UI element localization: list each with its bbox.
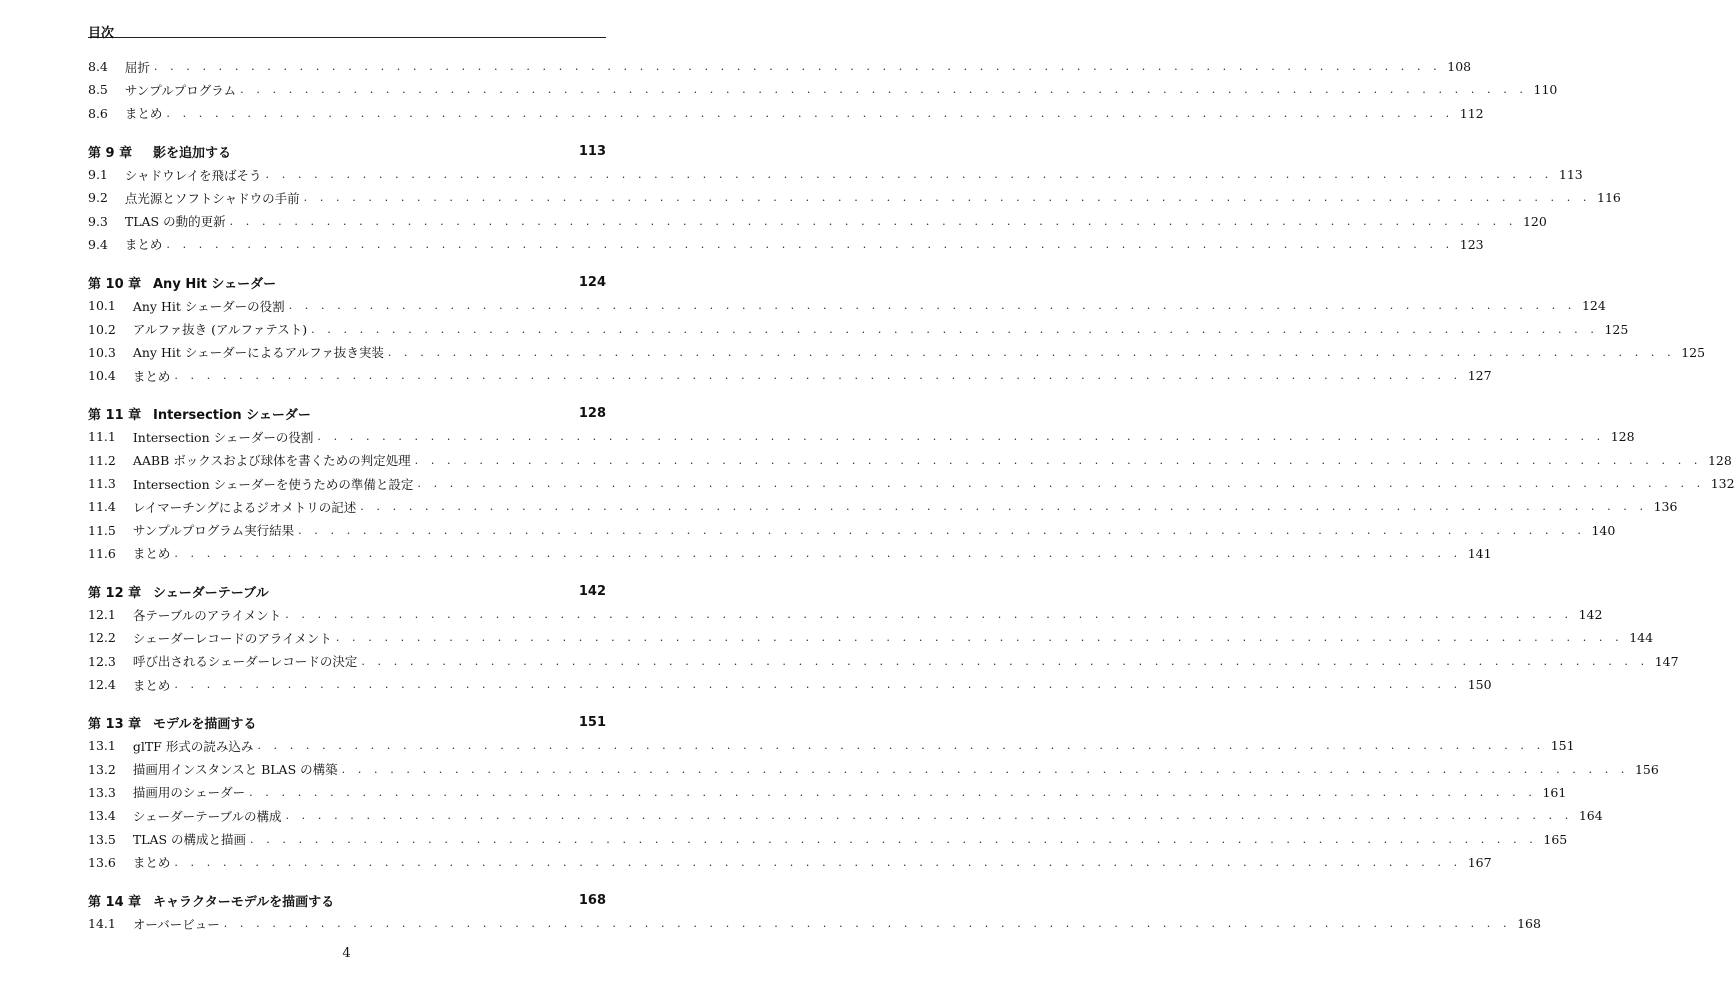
dot-leader: . . . . . . . . . . . . . . . . . . . . . . . . . . . . . . . . . . . . . . . . . . . . . . . . . . . . . . . . . . . . . . . . . . . . . . . . . . . . . . . . — [317, 430, 1605, 444]
section-page: 150 — [1467, 677, 1492, 693]
dot-leader: . . . . . . . . . . . . . . . . . . . . . . . . . . . . . . . . . . . . . . . . . . . . . . . . . . . . . . . . . . . . . . . . . . . . . . . . . . . . . . . . — [285, 809, 1573, 823]
toc-section — [88, 851, 1492, 874]
toc-section — [88, 186, 1621, 209]
section-page: 128 — [1610, 429, 1635, 445]
section-title: シェーダーレコードのアライメント — [133, 629, 336, 647]
toc-section — [88, 78, 1558, 101]
chapter-title: 影を追加する — [153, 145, 232, 161]
section-title: まとめ — [133, 853, 175, 871]
toc-section — [88, 734, 1575, 757]
section-page: 113 — [1558, 167, 1583, 183]
section-page: 147 — [1654, 653, 1679, 669]
section-title: アルファ抜き (アルファテスト) — [133, 320, 311, 338]
section-number: 12.4 — [88, 677, 116, 693]
section-number: 9.2 — [88, 190, 108, 206]
dot-leader: . . . . . . . . . . . . . . . . . . . . . . . . . . . . . . . . . . . . . . . . . . . . . . . . . . . . . . . . . . . . . . . . . . . . . . . . . . . . . . . . — [298, 523, 1586, 537]
chapter-page: 128 — [578, 406, 606, 422]
section-page: 167 — [1467, 854, 1492, 870]
dot-leader: . . . . . . . . . . . . . . . . . . . . . . . . . . . . . . . . . . . . . . . . . . . . . . . . . . . . . . . . . . . . . . . . . . . . . . . . . . . . . . . . — [285, 608, 1573, 622]
chapter-title: モデルを描画する — [153, 716, 257, 732]
section-page: 164 — [1578, 808, 1603, 824]
section-number: 11.1 — [88, 429, 116, 445]
section-page: 156 — [1634, 761, 1659, 777]
toc-section — [88, 425, 1635, 448]
section-title: glTF 形式の読み込み — [133, 737, 257, 755]
toc-section — [88, 650, 1679, 673]
section-number: 10.2 — [88, 321, 116, 337]
section-page: 132 — [1710, 476, 1735, 491]
dot-leader: . . . . . . . . . . . . . . . . . . . . . . . . . . . . . . . . . . . . . . . . . . . . . . . . . . . . . . . . . . . . . . . . . . . . . . . . . . . . . . . . — [311, 322, 1599, 336]
toc-section — [88, 209, 1547, 232]
toc-chapter — [88, 711, 606, 735]
toc-chapter — [88, 139, 606, 163]
dot-leader: . . . . . . . . . . . . . . . . . . . . . . . . . . . . . . . . . . . . . . . . . . . . . . . . . . . . . . . . . . . . . . . . . . . . . . . . . . . . . . . . — [223, 917, 1512, 931]
section-page: 112 — [1459, 105, 1484, 121]
section-page: 168 — [1517, 916, 1541, 932]
running-header — [88, 20, 606, 41]
section-number: 13.3 — [88, 784, 116, 800]
dot-leader: . . . . . . . . . . . . . . . . . . . . . . . . . . . . . . . . . . . . . . . . . . . . . . . . . . . . . . . . . . . . . . . . . . . . . . . . . . . . . . . . — [249, 785, 1537, 799]
section-number: 11.4 — [88, 499, 116, 515]
chapter-number: 第 10 章 — [88, 276, 142, 292]
dot-leader: . . . . . . . . . . . . . . . . . . . . . . . . . . . . . . . . . . . . . . . . . . . . . . . . . . . . . . . . . . . . . . . . . . . . . . . . . . . . . . . . — [335, 631, 1624, 645]
toc-chapter — [88, 889, 606, 913]
chapter-page: 151 — [578, 714, 606, 730]
toc-section — [88, 781, 1567, 804]
toc-section — [88, 233, 1484, 256]
section-number: 8.5 — [88, 82, 108, 98]
section-number: 11.6 — [88, 545, 116, 561]
section-number: 9.3 — [88, 213, 108, 229]
section-page: 144 — [1629, 630, 1654, 646]
section-title: サンプルプログラム — [125, 81, 240, 99]
section-gap — [88, 256, 606, 271]
section-gap — [88, 874, 606, 889]
toc-section — [88, 495, 1678, 518]
section-page: 124 — [1581, 298, 1606, 314]
dot-leader: . . . . . . . . . . . . . . . . . . . . . . . . . . . . . . . . . . . . . . . . . . . . . . . . . . . . . . . . . . . . . . . . . . . . . . . . . . . . . . . . — [417, 477, 1705, 490]
section-title: 描画用インスタンスと BLAS の構築 — [133, 760, 342, 778]
section-title: Any Hit シェーダーの役割 — [133, 297, 289, 315]
section-number: 9.1 — [88, 167, 108, 183]
dot-leader: . . . . . . . . . . . . . . . . . . . . . . . . . . . . . . . . . . . . . . . . . . . . . . . . . . . . . . . . . . . . . . . . . . . . . . . . . . . . . . . . — [361, 654, 1649, 668]
section-number: 12.3 — [88, 653, 116, 669]
section-title: まとめ — [133, 676, 175, 694]
section-gap — [88, 565, 606, 580]
section-title: まとめ — [125, 104, 167, 122]
toc-section — [88, 673, 1492, 696]
section-gap — [88, 387, 606, 402]
section-title: AABB ボックスおよび球体を書くための判定処理 — [133, 451, 415, 469]
section-page: 120 — [1522, 213, 1547, 229]
section-title: まとめ — [133, 544, 175, 562]
dot-leader: . . . . . . . . . . . . . . . . . . . . . . . . . . . . . . . . . . . . . . . . . . . . . . . . . . . . . . . . . . . . . . . . . . . . . . . . . . . . . . . . — [265, 168, 1553, 182]
section-title: Any Hit シェーダーによるアルファ抜き実装 — [133, 343, 388, 361]
section-title: 屈折 — [125, 58, 154, 76]
section-title: 描画用のシェーダー — [133, 783, 249, 801]
dot-leader: . . . . . . . . . . . . . . . . . . . . . . . . . . . . . . . . . . . . . . . . . . . . . . . . . . . . . . . . . . . . . . . . . . . . . . . . . . . . . . . . — [240, 83, 1528, 97]
section-page: 161 — [1542, 784, 1567, 800]
dot-leader: . . . . . . . . . . . . . . . . . . . . . . . . . . . . . . . . . . . . . . . . . . . . . . . . . . . . . . . . . . . . . . . . . . . . . . . . . . . . . . . . — [288, 299, 1576, 313]
toc-chapter — [88, 580, 606, 604]
section-number: 14.1 — [88, 916, 116, 932]
section-number: 11.3 — [88, 476, 116, 491]
section-gap — [88, 696, 606, 711]
section-number: 13.2 — [88, 761, 116, 777]
chapter-page: 142 — [578, 583, 606, 599]
section-page: 128 — [1707, 452, 1732, 468]
section-number: 13.6 — [88, 854, 116, 870]
chapter-title: Intersection シェーダー — [153, 408, 311, 424]
section-page: 116 — [1597, 190, 1621, 206]
dot-leader: . . . . . . . . . . . . . . . . . . . . . . . . . . . . . . . . . . . . . . . . . . . . . . . . . . . . . . . . . . . . . . . . . . . . . . . . . . . . . . . . — [341, 762, 1629, 776]
section-page: 141 — [1467, 545, 1492, 561]
section-title: 点光源とソフトシャドウの手前 — [125, 189, 304, 207]
section-title: まとめ — [125, 235, 167, 253]
toc-chapter — [88, 402, 606, 426]
section-page: 140 — [1591, 522, 1616, 538]
toc-section — [88, 317, 1629, 340]
dot-leader: . . . . . . . . . . . . . . . . . . . . . . . . . . . . . . . . . . . . . . . . . . . . . . . . . . . . . . . . . . . . . . . . . . . . . . . . . . . . . . . . — [360, 500, 1648, 514]
page-number: 4 — [342, 946, 351, 961]
section-title: TLAS の構成と描画 — [133, 830, 250, 848]
toc-section — [88, 603, 1603, 626]
section-title: サンプルプログラム実行結果 — [133, 521, 298, 539]
toc-section — [88, 55, 1472, 78]
chapter-number: 第 13 章 — [88, 716, 142, 732]
chapter-number: 第 12 章 — [88, 585, 142, 601]
dot-leader: . . . . . . . . . . . . . . . . . . . . . . . . . . . . . . . . . . . . . . . . . . . . . . . . . . . . . . . . . . . . . . . . . . . . . . . . . . . . . . . . — [387, 345, 1676, 359]
section-title: レイマーチングによるジオメトリの記述 — [133, 498, 360, 516]
header-title: 目次 — [88, 26, 115, 41]
toc-section — [88, 827, 1568, 850]
dot-leader: . . . . . . . . . . . . . . . . . . . . . . . . . . . . . . . . . . . . . . . . . . . . . . . . . . . . . . . . . . . . . . . . . . . . . . . . . . . . . . . . — [174, 546, 1462, 560]
section-number: 10.4 — [88, 368, 116, 384]
section-title: Intersection シェーダーを使うための準備と設定 — [133, 475, 418, 493]
toc-section — [88, 912, 1541, 935]
toc-section — [88, 518, 1616, 541]
toc-section — [88, 472, 1735, 495]
section-page: 125 — [1681, 344, 1706, 360]
toc-section — [88, 758, 1659, 781]
chapter-page: 168 — [578, 892, 606, 908]
section-number: 9.4 — [88, 236, 108, 252]
section-page: 108 — [1447, 59, 1472, 75]
section-number: 13.1 — [88, 738, 116, 754]
toc-section — [88, 626, 1654, 649]
chapter-page: 113 — [578, 143, 606, 159]
section-number: 11.2 — [88, 452, 116, 468]
toc-section — [88, 449, 1732, 472]
dot-leader: . . . . . . . . . . . . . . . . . . . . . . . . . . . . . . . . . . . . . . . . . . . . . . . . . . . . . . . . . . . . . . . . . . . . . . . . . . . . . . . . — [414, 453, 1702, 467]
dot-leader: . . . . . . . . . . . . . . . . . . . . . . . . . . . . . . . . . . . . . . . . . . . . . . . . . . . . . . . . . . . . . . . . . . . . . . . . . . . . . . . . — [250, 832, 1538, 846]
section-title: 呼び出されるシェーダーレコードの決定 — [133, 652, 362, 670]
section-number: 13.5 — [88, 831, 116, 847]
toc-section — [88, 804, 1603, 827]
section-number: 11.5 — [88, 522, 116, 538]
section-page: 165 — [1543, 831, 1568, 847]
toc-section — [88, 294, 1606, 317]
toc-section — [88, 542, 1492, 565]
section-page: 110 — [1533, 82, 1558, 98]
dot-leader: . . . . . . . . . . . . . . . . . . . . . . . . . . . . . . . . . . . . . . . . . . . . . . . . . . . . . . . . . . . . . . . . . . . . . . . . . . . . . . . . — [229, 214, 1517, 228]
section-title: シャドウレイを飛ばそう — [125, 166, 266, 184]
toc-chapter — [88, 271, 606, 295]
toc-section — [88, 102, 1484, 125]
section-title: TLAS の動的更新 — [125, 212, 230, 230]
dot-leader: . . . . . . . . . . . . . . . . . . . . . . . . . . . . . . . . . . . . . . . . . . . . . . . . . . . . . . . . . . . . . . . . . . . . . . . . . . . . . . . . — [153, 60, 1442, 74]
chapter-title: シェーダーテーブル — [153, 585, 269, 601]
section-number: 10.1 — [88, 298, 116, 314]
section-title: まとめ — [133, 367, 175, 385]
section-title: Intersection シェーダーの役割 — [133, 428, 318, 446]
section-page: 123 — [1459, 236, 1484, 252]
dot-leader: . . . . . . . . . . . . . . . . . . . . . . . . . . . . . . . . . . . . . . . . . . . . . . . . . . . . . . . . . . . . . . . . . . . . . . . . . . . . . . . . — [166, 237, 1454, 251]
section-number: 8.6 — [88, 105, 108, 121]
toc-section — [88, 341, 1706, 364]
section-title: オーバービュー — [133, 915, 224, 933]
section-title: 各テーブルのアライメント — [133, 606, 285, 624]
chapter-number: 第 9 章 — [88, 145, 133, 161]
chapter-title: キャラクターモデルを描画する — [153, 894, 335, 910]
dot-leader: . . . . . . . . . . . . . . . . . . . . . . . . . . . . . . . . . . . . . . . . . . . . . . . . . . . . . . . . . . . . . . . . . . . . . . . . . . . . . . . . — [166, 106, 1454, 120]
toc-section — [88, 163, 1583, 186]
dot-leader: . . . . . . . . . . . . . . . . . . . . . . . . . . . . . . . . . . . . . . . . . . . . . . . . . . . . . . . . . . . . . . . . . . . . . . . . . . . . . . . . — [257, 739, 1545, 753]
dot-leader: . . . . . . . . . . . . . . . . . . . . . . . . . . . . . . . . . . . . . . . . . . . . . . . . . . . . . . . . . . . . . . . . . . . . . . . . . . . . . . . . — [174, 678, 1462, 692]
section-page: 151 — [1550, 738, 1575, 754]
section-page: 142 — [1578, 607, 1603, 623]
chapter-number: 第 14 章 — [88, 894, 142, 910]
toc-section — [88, 364, 1492, 387]
section-number: 12.2 — [88, 630, 116, 646]
section-number: 13.4 — [88, 808, 116, 824]
chapter-page: 124 — [578, 274, 606, 290]
dot-leader: . . . . . . . . . . . . . . . . . . . . . . . . . . . . . . . . . . . . . . . . . . . . . . . . . . . . . . . . . . . . . . . . . . . . . . . . . . . . . . . . — [174, 369, 1462, 383]
chapter-number: 第 11 章 — [88, 408, 142, 424]
chapter-title: Any Hit シェーダー — [153, 276, 277, 292]
section-gap — [88, 125, 606, 140]
section-number: 8.4 — [88, 59, 108, 75]
section-page: 127 — [1467, 368, 1492, 384]
dot-leader: . . . . . . . . . . . . . . . . . . . . . . . . . . . . . . . . . . . . . . . . . . . . . . . . . . . . . . . . . . . . . . . . . . . . . . . . . . . . . . . . — [174, 855, 1462, 869]
section-title: シェーダーテーブルの構成 — [133, 807, 286, 825]
section-page: 136 — [1653, 499, 1678, 515]
dot-leader: . . . . . . . . . . . . . . . . . . . . . . . . . . . . . . . . . . . . . . . . . . . . . . . . . . . . . . . . . . . . . . . . . . . . . . . . . . . . . . . . — [303, 191, 1592, 205]
section-number: 12.1 — [88, 607, 116, 623]
table-of-contents — [88, 55, 1735, 935]
section-page: 125 — [1604, 321, 1629, 337]
section-number: 10.3 — [88, 344, 116, 360]
